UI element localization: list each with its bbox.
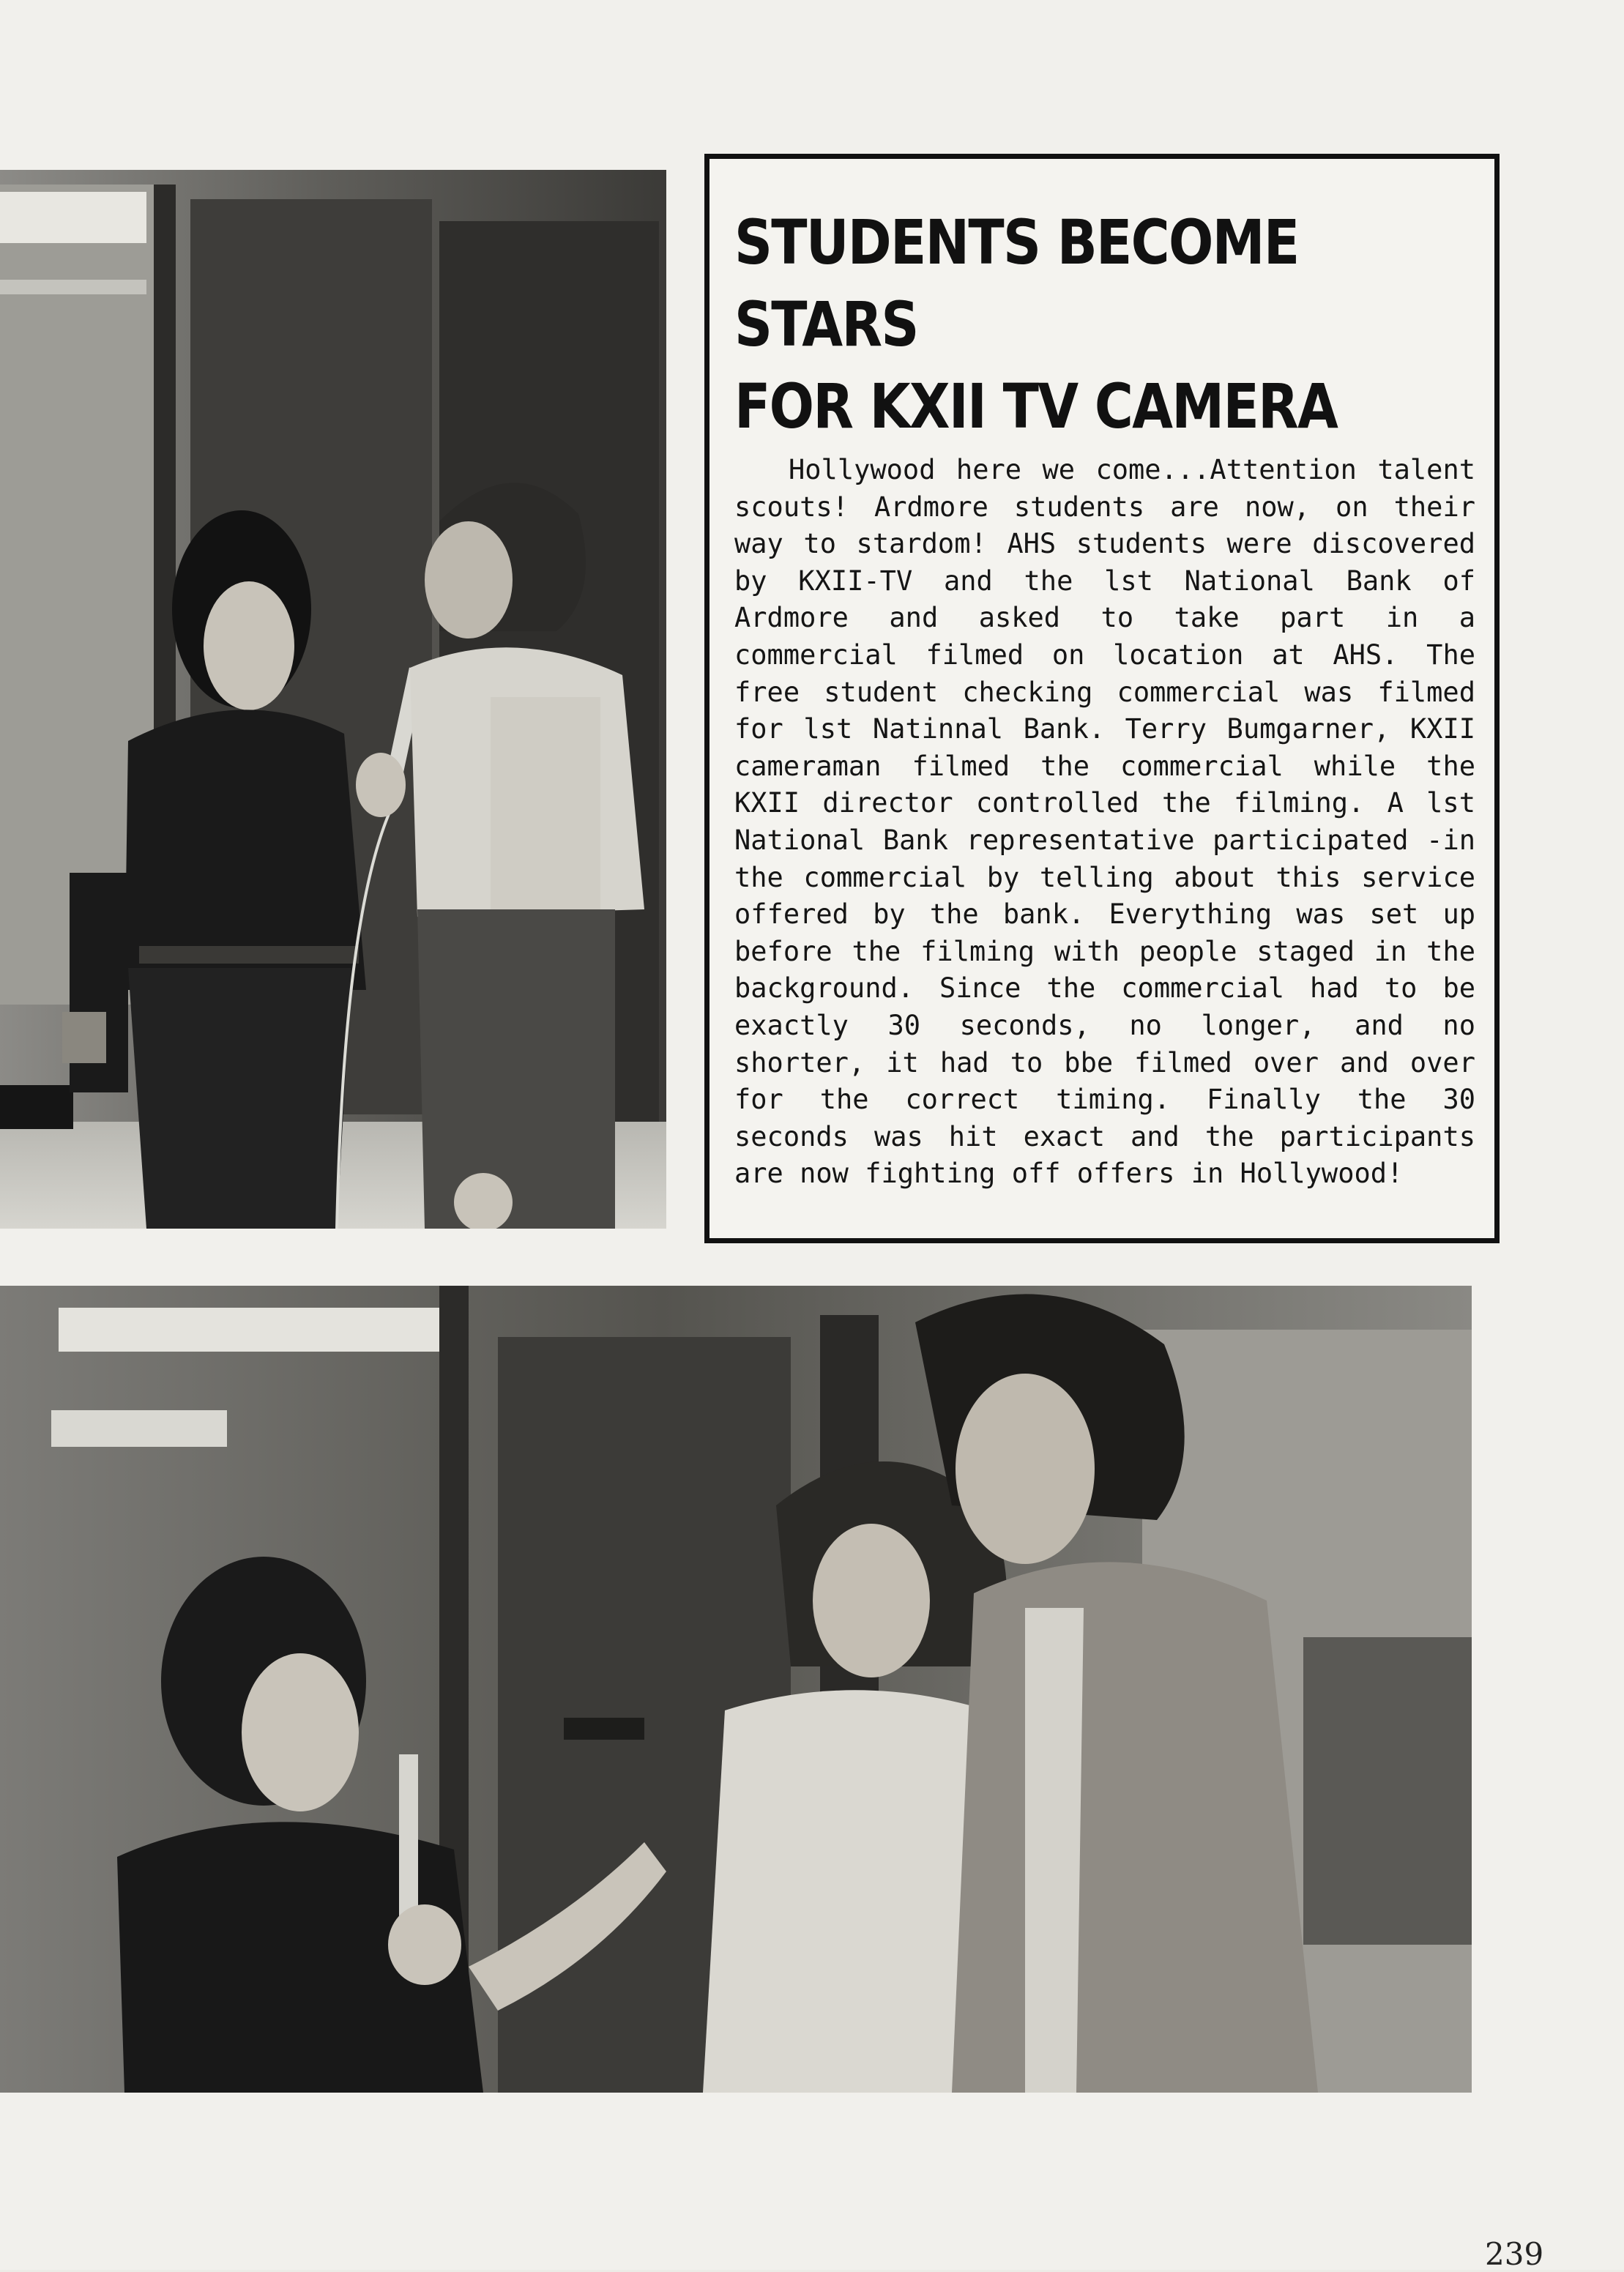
article-body [734, 452, 1475, 1193]
article-body-text: Hollywood here we come...Attention talent scouts! Ardmore students are now, on their way to stardom! AHS students were discovered by KXII-TV and the lst National Bank of Ardmore and asked to take part in a commercial filmed on location at AHS. The free student checking commercial was filmed for lst Natinnal Bank. Terry Bumgarner, KXII cameraman filmed the commercial while the KXII director controlled the filming. A lst National Bank representative participated -in the commercial by telling about this service offered by the bank. Everything was set up before the filming with people staged in the background. Since the commercial had to be exactly 30 seconds, no longer, and no shorter, it had to bbe filmed over and over for the correct timing. Finally the 30 seconds was hit exact and the participants are now fighting off offers in Hollywood! [734, 454, 1475, 1190]
interview-photo-top [0, 170, 666, 1229]
interview-photo-bottom [0, 1286, 1472, 2093]
page-number: 239 [1485, 2236, 1544, 2272]
photo-bottom-illustration [0, 1286, 1472, 2093]
article-box [704, 154, 1500, 1243]
article-headline: STUDENTS BECOME STARS FOR KXII TV CAMERA [734, 206, 1338, 442]
photo-top-illustration [0, 170, 666, 1229]
